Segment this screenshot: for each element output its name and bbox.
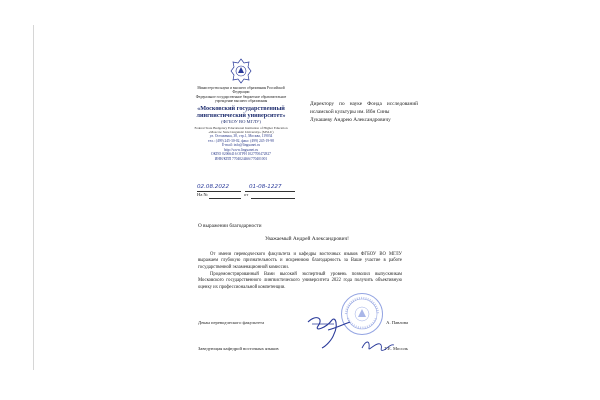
head-signature <box>360 336 396 354</box>
ministry-text: Министерство науки и высшего образования Российской Федерации <box>197 86 285 95</box>
body-paragraph-2: Продемонстрированный Вами высокий экспертный уровень позволил выпускникам Московского государственного лингвистического университета 2022 года получить объективную оценку их профессиональной компетенции. <box>198 272 402 290</box>
body-paragraph-1: От имени переводческого факультета и кафедры восточных языков ФГБОУ ВО МГЛУ выражаем глубокую признательность и искреннюю благодарность за Ваше участие в работе государственной экзаменационной комиссии. <box>198 252 402 270</box>
dean-position: Декан переводческого факультета <box>198 320 265 325</box>
address-text: ул. Остоженка, 38, стр.1, Москва, 119034 <box>209 134 273 139</box>
ref-underline-2 <box>251 198 295 199</box>
university-english-name: Federal State Budgetary Educational Institution of Higher Education «Moscow State Linguistic University» (MSLU) <box>194 125 288 135</box>
email-text: E-mail: info@linguanet.ru <box>221 143 261 148</box>
inn-text: ИНН/КПП 7704024466/770401001 <box>214 156 268 161</box>
scan-edge-line <box>33 25 34 370</box>
university-abbreviation: (ФГБОУ ВО МГЛУ) <box>221 119 261 125</box>
institution-type-text: Федеральное государственное бюджетное образовательное учреждение высшего образования <box>195 94 287 104</box>
registration-date: 02.08.2022 <box>197 184 230 190</box>
addressee-line2: Лукашеву Андрею Александровичу <box>310 117 391 124</box>
ref-underline-1 <box>209 198 241 199</box>
addressee-line1: Директору по науке Фонда исследований исламской культуры им. Ибн Сины <box>310 101 418 116</box>
okpo-text: ОКПО 02066416 ОГРН 1027700472827 <box>211 152 271 157</box>
reference-number-label: На № <box>197 192 208 197</box>
addressee-block <box>310 100 418 125</box>
head-position: Заведующая кафедрой восточных языков <box>198 346 279 351</box>
head-name: Т.Е. Мосоль <box>384 346 408 351</box>
dean-signature <box>304 308 352 350</box>
reference-number-row <box>197 192 297 197</box>
registration-number: 01-08-1227 <box>249 184 282 190</box>
signature-row-dean <box>198 320 408 325</box>
website-text: http://www.linguanet.ru <box>223 147 259 152</box>
reference-from-label: от <box>244 192 249 197</box>
letterhead <box>190 58 292 161</box>
dean-name: А. Павлова <box>386 320 408 325</box>
phone-text: тел.: (499) 245-30-02, факс: (499) 245-19-98 <box>208 138 274 143</box>
letter-subject: О выражении благодарности <box>198 223 262 229</box>
letter-greeting: Уважаемый Андрей Александрович! <box>265 236 349 242</box>
university-name: «Московский государственный лингвистический университет» <box>196 104 286 120</box>
university-emblem-icon <box>230 58 252 84</box>
